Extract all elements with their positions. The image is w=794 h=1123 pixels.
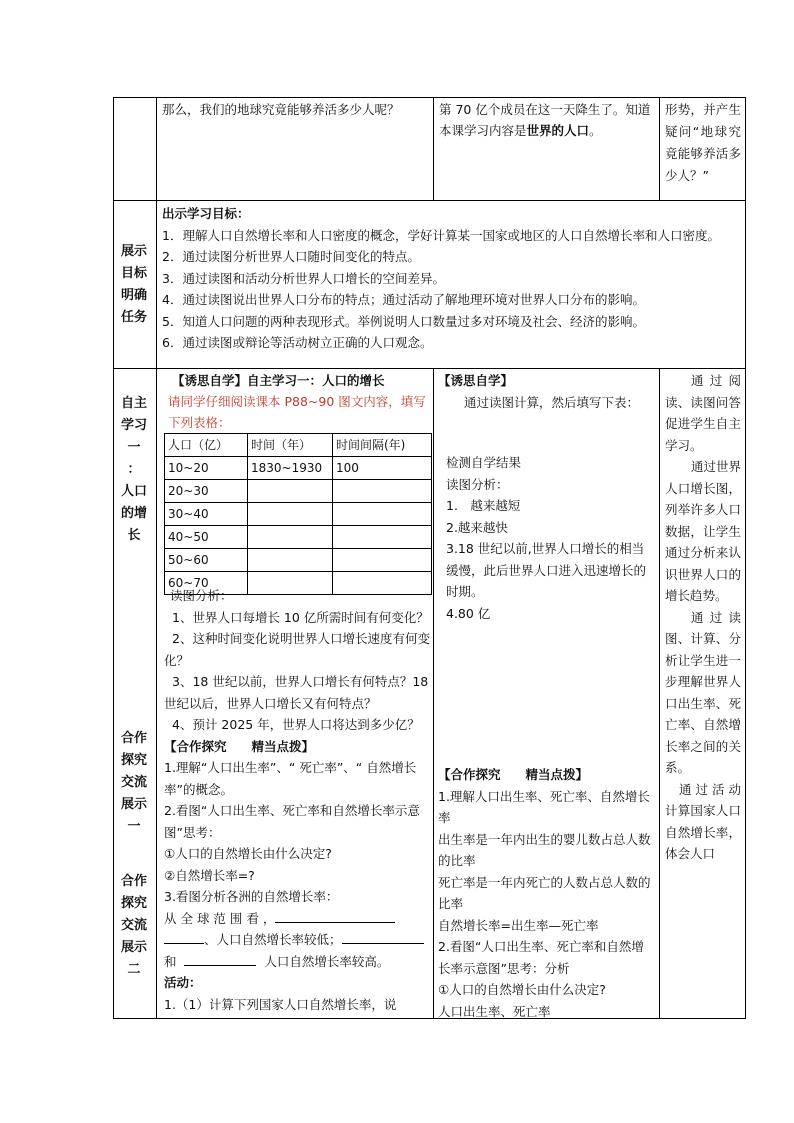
analysis-question: 2、这种时间变化说明世界人口增长速度有何变化？ <box>164 631 430 668</box>
result-answer: 4.80 亿 <box>446 605 491 621</box>
col3-coop-title: 【合作探究 精当点拨】 <box>438 767 589 782</box>
coop-item: 3.看图分析各洲的自然增长率： <box>164 889 339 904</box>
learning-objectives <box>162 203 740 354</box>
coop-item: ②自然增长率=? <box>164 867 255 883</box>
fill-line <box>164 929 430 951</box>
fill-text: 从 全 球 范 围 看 ， <box>164 910 276 926</box>
table-row <box>165 457 432 480</box>
fill-blank[interactable] <box>342 929 424 944</box>
col3-coop-line: 死亡率是一年内死亡的人数占总人数的比率 <box>438 874 651 911</box>
activity-item: 1.（1）计算下列国家人口自然增长率，说 <box>164 996 397 1012</box>
col3-coop-line: 2.看图“人口出生率、死亡率和自然增长率示意图”思考：分析 <box>438 939 644 976</box>
table-border-left <box>113 97 114 1018</box>
reading-instruction <box>168 391 430 433</box>
col3-coop-line: ①人口的自然增长由什么决定? <box>438 982 606 997</box>
table-header: 时间间隔(年) <box>333 434 432 457</box>
objective-item: 1．理解人口自然增长率和人口密度的概念，学好计算某一国家或地区的人口自然增长率和人口密度。 <box>162 227 720 243</box>
fill-text: 和 <box>164 953 177 969</box>
table-border-row2 <box>113 368 746 369</box>
label-line: 交流 <box>120 918 147 933</box>
row2-label-line: 目标 <box>120 266 147 281</box>
table-border-col1 <box>156 97 157 1018</box>
label-line: 自主 <box>120 396 147 411</box>
fill-line <box>164 908 430 930</box>
col4-note: 通过读图、计算、分析让学生进一步理解世界人口出生率、死亡率、自然增长率之间的关系。 <box>665 609 741 775</box>
row1-col3 <box>439 99 655 141</box>
table-row <box>165 526 432 549</box>
label-line: 长 <box>127 528 141 543</box>
col4-note: 通过世界人口增长图，列举许多人口数据，让学生通过分析来认识世界人口的增长趋势。 <box>665 459 742 603</box>
table-cell-blank[interactable] <box>248 549 333 572</box>
col3-coop <box>438 764 656 1022</box>
row3-label-self-study <box>118 393 150 547</box>
analysis-question: 3、18 世纪以前，世界人口增长有何特点？18 世纪以后，世界人口增长又有何特点？ <box>164 674 429 711</box>
result-answer: 1. 越来越短 <box>446 498 521 513</box>
table-cell: 10~20 <box>165 457 248 480</box>
table-row <box>165 549 432 572</box>
label-line: 合作 <box>120 874 147 889</box>
row2-label-line: 任务 <box>120 310 147 325</box>
row1-col3-text: 第 70 亿个成员在这一天降生了。知道本课学习内容是 <box>439 102 651 138</box>
row1-col4-text: 形势，并产生疑问“地球究竟能够养活多少人？” <box>665 102 741 183</box>
table-cell: 20~30 <box>165 480 248 503</box>
label-line: 展示 <box>120 797 147 812</box>
row2-label <box>118 241 150 329</box>
col3-results <box>446 452 656 624</box>
table-cell: 100 <box>333 457 432 480</box>
label-line: 二 <box>127 962 141 977</box>
row1-question: 那么，我们的地球究竟能够养活多少人呢？ <box>162 102 400 117</box>
self-study-title <box>172 370 430 391</box>
col3-content <box>438 370 656 413</box>
col3-coop-line: 出生率是一年内出生的婴儿数占总人数的比率 <box>438 831 651 868</box>
col3-coop-line: 1.理解人口出生率、死亡率、自然增长率 <box>438 788 650 825</box>
table-border-col2-lower <box>433 368 434 1018</box>
reading-instruction-text: 请同学仔细阅读课本 P88~90 图文内容，填写下列表格： <box>168 394 426 430</box>
fill-blank[interactable] <box>275 908 395 923</box>
table-row <box>165 480 432 503</box>
analysis-question: 1、世界人口每增长 10 亿所需时间有何变化？ <box>172 609 429 625</box>
row1-col3-end: 。 <box>589 123 602 138</box>
table-border-col3-lower <box>659 368 660 1018</box>
coop-item: 1.理解“人口出生率”、“ 死亡率”、“ 自然增长率”的概念。 <box>164 760 417 797</box>
label-line: 一 <box>127 819 141 834</box>
col4-notes <box>665 370 741 865</box>
col4-note: 通过阅读、读图问答促进学生自主学习。 <box>665 373 741 453</box>
fill-text: 、人口自然增长率较低； <box>204 932 342 947</box>
coop-item: ①人口的自然增长由什么决定? <box>164 846 332 861</box>
col3-coop-line: 人口出生率、死亡率 <box>438 1003 551 1019</box>
objective-item: 6．通过读图或辩论等活动树立正确的人口观念。 <box>162 335 433 350</box>
table-cell-blank[interactable] <box>333 503 432 526</box>
fill-blank[interactable] <box>164 929 204 944</box>
table-cell-blank[interactable] <box>333 480 432 503</box>
row2-label-line: 明确 <box>120 288 147 303</box>
result-analysis: 读图分析： <box>446 476 509 492</box>
table-border-col2 <box>433 97 434 200</box>
fill-line <box>164 951 430 973</box>
table-header-row <box>165 434 432 457</box>
table-border-row1 <box>113 200 746 201</box>
table-cell: 50~60 <box>165 549 248 572</box>
self-study-title-text: 【诱思自学】自主学习一：人口的增长 <box>172 373 385 388</box>
col2-analysis <box>164 585 430 1015</box>
row2-label-line: 展示 <box>120 244 147 259</box>
table-header: 时间（年） <box>248 434 333 457</box>
analysis-question: 4、预计 2025 年，世界人口将达到多少亿？ <box>172 717 420 732</box>
table-cell: 1830~1930 <box>248 457 333 480</box>
label-line: 探究 <box>120 753 147 768</box>
col3-line: 通过读图计算，然后填写下表： <box>464 394 640 410</box>
objective-item: 5．知道人口问题的两种表现形式。举例说明人口数量过多对环境及社会、经济的影响。 <box>162 313 645 329</box>
objectives-heading: 出示学习目标： <box>162 206 250 221</box>
table-cell-blank[interactable] <box>248 526 333 549</box>
label-line: 学习 <box>120 418 147 433</box>
row1-col4 <box>665 99 741 187</box>
coop-title: 【合作探究 精当点拨】 <box>164 738 315 754</box>
table-cell-blank[interactable] <box>248 503 333 526</box>
row3-label-coop-1 <box>118 728 150 838</box>
label-line: 的增 <box>120 506 147 521</box>
population-growth-table <box>164 433 432 595</box>
fill-blank[interactable] <box>184 951 256 966</box>
coop-item: 2.看图“人口出生率、死亡率和自然增长率示意图”思考： <box>164 803 420 840</box>
label-line: 探究 <box>120 896 147 911</box>
table-cell-blank[interactable] <box>333 549 432 572</box>
label-line: 展示 <box>120 940 147 955</box>
table-cell: 40~50 <box>165 526 248 549</box>
table-header: 人口（亿） <box>165 434 248 457</box>
table-cell: 30~40 <box>165 503 248 526</box>
activity-title: 活动： <box>164 975 202 990</box>
table-border-top <box>113 97 746 98</box>
col3-coop-line: 自然增长率=出生率—死亡率 <box>438 917 599 933</box>
objective-item: 3．通过读图和活动分析世界人口增长的空间差异。 <box>162 270 445 286</box>
col4-note: 通过活动计算国家人口自然增长率，体会人口 <box>665 781 741 861</box>
label-line: 交流 <box>120 775 147 790</box>
analysis-title: 读图分析： <box>170 588 233 603</box>
row1-col2 <box>162 99 430 120</box>
result-answer: 3.18 世纪以前,世界人口增长的相当缓慢，此后世界人口进入迅速增长的时期。 <box>446 541 647 599</box>
label-line: 合作 <box>120 731 147 746</box>
table-cell-blank[interactable] <box>333 526 432 549</box>
label-line: 一 <box>127 440 141 455</box>
row3-label-coop-2 <box>118 871 150 981</box>
row1-col3-bold: 世界的人口 <box>526 123 590 138</box>
result-answer: 2.越来越快 <box>446 519 508 535</box>
table-border-col3 <box>659 97 660 200</box>
label-line: 人口 <box>120 484 147 499</box>
label-line: ： <box>127 462 141 477</box>
fill-text: 人口自然增长率较高。 <box>264 953 390 969</box>
result-title: 检测自学结果 <box>446 455 522 470</box>
table-cell: 60~70 <box>165 572 248 595</box>
col3-title: 【诱思自学】 <box>438 373 514 388</box>
objective-item: 2．通过读图分析世界人口随时间变化的特点。 <box>162 249 420 264</box>
table-cell-blank[interactable] <box>248 480 333 503</box>
objective-item: 4．通过读图说出世界人口分布的特点；通过活动了解地理环境对世界人口分布的影响。 <box>162 292 645 307</box>
table-border-right <box>745 97 746 1018</box>
table-row <box>165 503 432 526</box>
